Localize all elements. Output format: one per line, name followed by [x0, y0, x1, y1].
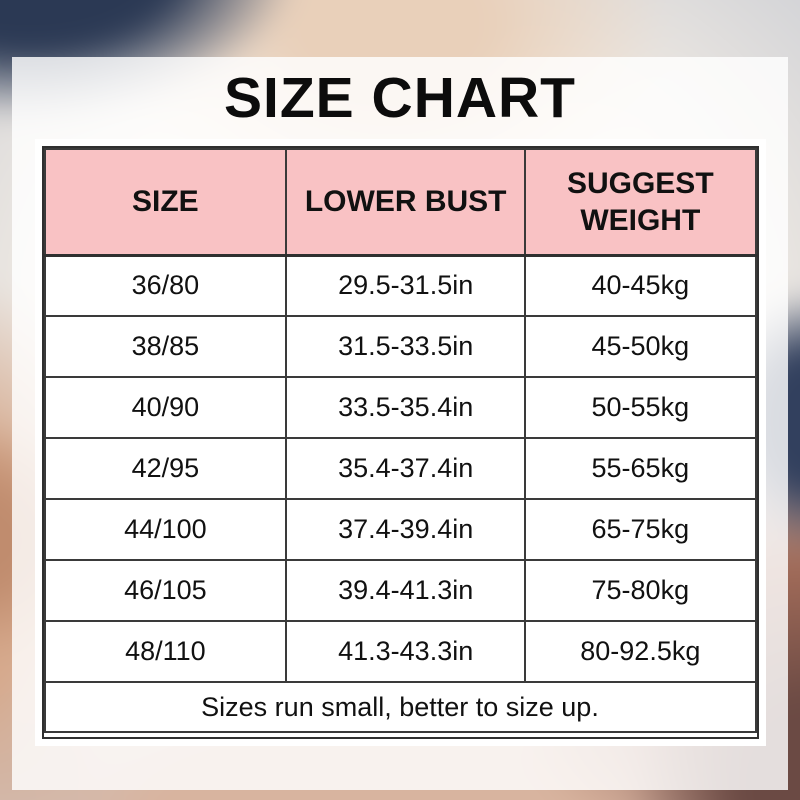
table-row — [45, 255, 756, 316]
table-cell: 31.5-33.5in — [286, 316, 525, 377]
column-header-lower-bust: LOWER BUST — [286, 149, 525, 255]
table-footnote-row — [45, 682, 756, 732]
table-cell: 36/80 — [45, 255, 287, 316]
table-row — [45, 377, 756, 438]
table-row — [45, 560, 756, 621]
table-row — [45, 438, 756, 499]
column-header-size: SIZE — [45, 149, 287, 255]
table-cell: 38/85 — [45, 316, 287, 377]
table-cell: 35.4-37.4in — [286, 438, 525, 499]
table-cell: 42/95 — [45, 438, 287, 499]
table-cell: 50-55kg — [525, 377, 755, 438]
table-cell: 75-80kg — [525, 560, 755, 621]
table-cell: 40/90 — [45, 377, 287, 438]
table-cell: 41.3-43.3in — [286, 621, 525, 682]
column-header-suggest-weight: SUGGEST WEIGHT — [525, 149, 755, 255]
table-cell: 46/105 — [45, 560, 287, 621]
overlay-panel — [12, 57, 788, 790]
table-row — [45, 621, 756, 682]
table-cell: 33.5-35.4in — [286, 377, 525, 438]
table-row — [45, 316, 756, 377]
table-cell: 39.4-41.3in — [286, 560, 525, 621]
table-cell: 37.4-39.4in — [286, 499, 525, 560]
size-table-body — [45, 255, 756, 682]
table-cell: 48/110 — [45, 621, 287, 682]
size-chart-table — [44, 148, 757, 733]
table-cell: 55-65kg — [525, 438, 755, 499]
table-footnote: Sizes run small, better to size up. — [45, 682, 756, 732]
page-title: SIZE CHART — [224, 66, 576, 130]
table-cell: 80-92.5kg — [525, 621, 755, 682]
table-border-box — [42, 146, 759, 739]
table-header-row — [45, 149, 756, 255]
table-cell: 40-45kg — [525, 255, 755, 316]
table-row — [45, 499, 756, 560]
table-cell: 45-50kg — [525, 316, 755, 377]
table-cell: 29.5-31.5in — [286, 255, 525, 316]
table-frame — [35, 139, 766, 746]
table-cell: 65-75kg — [525, 499, 755, 560]
table-cell: 44/100 — [45, 499, 287, 560]
